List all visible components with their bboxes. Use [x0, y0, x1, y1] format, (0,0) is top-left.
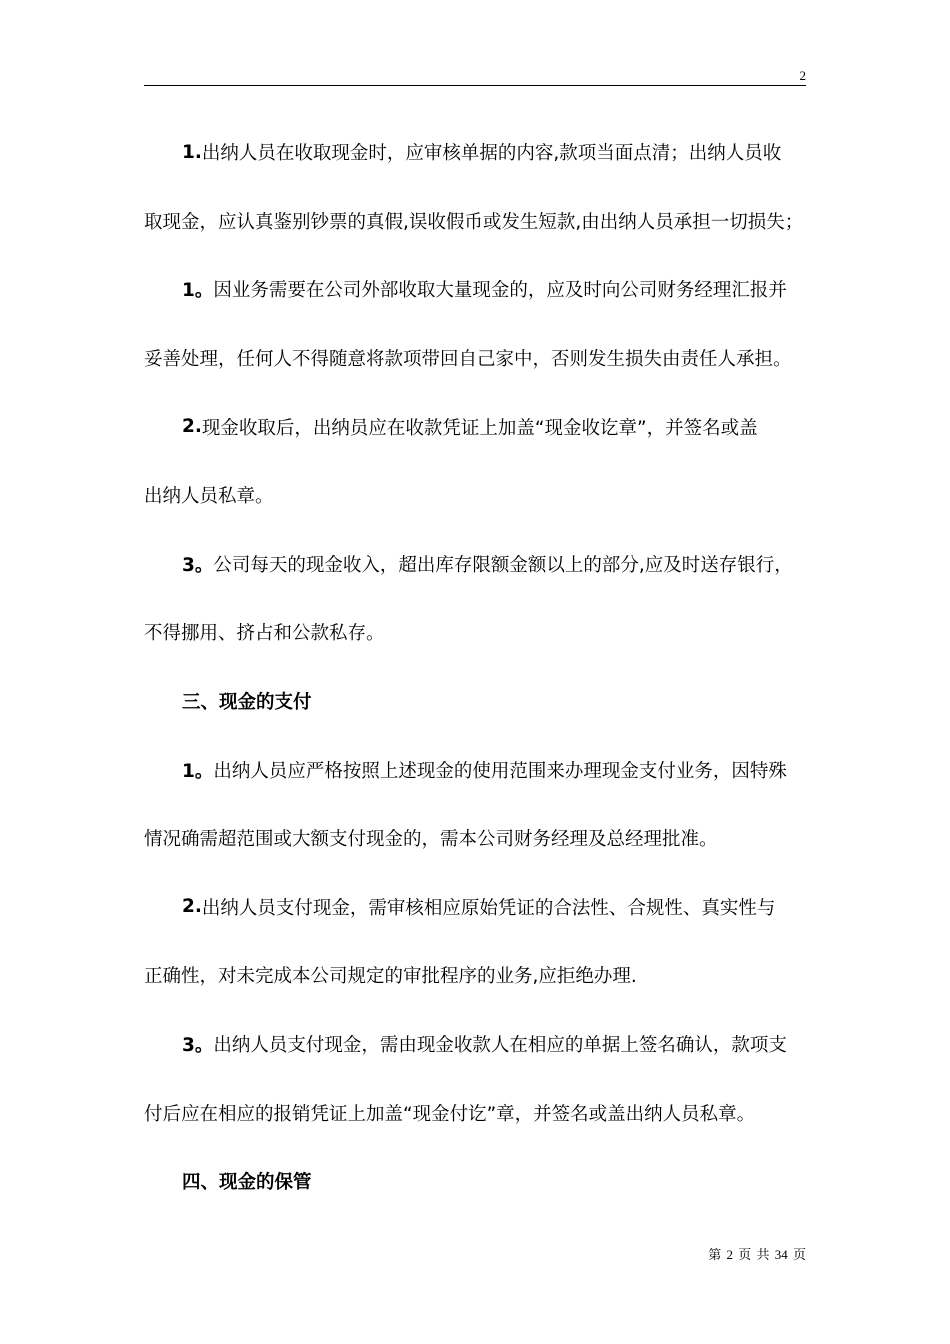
paragraph-line: [144, 735, 808, 804]
paragraph-text: 正确性，对未完成本公司规定的审批程序的业务,应拒绝办理.: [144, 966, 637, 988]
paragraph-text: 付后应在相应的报销凭证上加盖“现金付讫”章，并签名或盖出纳人员私章。: [144, 1103, 756, 1125]
paragraph-line: [144, 873, 808, 942]
paragraph-line: [144, 1010, 808, 1079]
paragraph-line: [144, 324, 808, 393]
paragraph-line: [144, 461, 808, 530]
paragraph-text: 妥善处理，任何人不得随意将款项带回自己家中，否则发生损失由责任人承担。: [144, 349, 792, 371]
section-heading: [144, 1147, 808, 1216]
item-number: 2.: [182, 416, 202, 438]
section-heading: [144, 667, 808, 736]
paragraph-line: [144, 1078, 808, 1147]
paragraph-text: 出纳人员在收取现金时，应审核单据的内容,款项当面点清；出纳人员收: [201, 143, 782, 165]
paragraph-text: 出纳人员支付现金，需审核相应原始凭证的合法性、合规性、真实性与: [201, 897, 776, 919]
item-number: 1。: [182, 280, 214, 302]
paragraph-line: [144, 392, 808, 461]
item-number: 2.: [182, 896, 202, 918]
item-number: 1。: [182, 760, 214, 782]
paragraph-line: [144, 598, 808, 667]
paragraph-line: [144, 804, 808, 873]
paragraph-text: 现金收取后，出纳员应在收款凭证上加盖“现金收讫章”，并签名或盖: [201, 417, 758, 439]
section-heading-text: 四、现金的保管: [182, 1172, 312, 1194]
item-number: 3。: [182, 554, 214, 576]
header-page-number: 2: [799, 68, 806, 83]
paragraph-text: 公司每天的现金收入，超出库存限额金额以上的部分,应及时送存银行，: [213, 554, 793, 576]
paragraph-text: 出纳人员支付现金，需由现金收款人在相应的单据上签名确认，款项支: [213, 1035, 787, 1057]
header-divider: [144, 85, 806, 86]
paragraph-text: 出纳人员应严格按照上述现金的使用范围来办理现金支付业务，因特殊: [213, 760, 787, 782]
paragraph-text: 取现金，应认真鉴别钞票的真假,误收假币或发生短款,由出纳人员承担一切损失；: [144, 211, 804, 233]
paragraph-line: [144, 255, 808, 324]
paragraph-line: [144, 118, 808, 187]
item-number: 1.: [182, 141, 202, 163]
paragraph-line: [144, 530, 808, 599]
section-heading-text: 三、现金的支付: [182, 692, 312, 714]
paragraph-text: 出纳人员私章。: [144, 486, 274, 508]
document-body: [144, 118, 808, 1216]
footer-page-info: 第 2 页 共 34 页: [708, 1247, 806, 1262]
item-number: 3。: [182, 1035, 214, 1057]
paragraph-text: 因业务需要在公司外部收取大量现金的，应及时向公司财务经理汇报并: [213, 280, 787, 302]
paragraph-line: [144, 941, 808, 1010]
paragraph-text: 情况确需超范围或大额支付现金的，需本公司财务经理及总经理批准。: [144, 829, 718, 851]
paragraph-line: [144, 187, 808, 256]
paragraph-text: 不得挪用、挤占和公款私存。: [144, 623, 385, 645]
